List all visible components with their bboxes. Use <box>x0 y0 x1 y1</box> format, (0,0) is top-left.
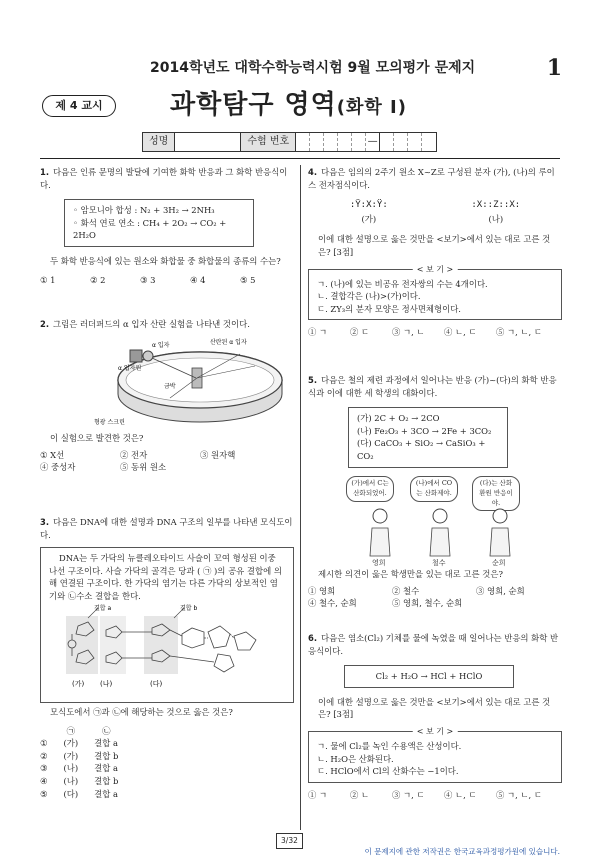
label-gold-foil: 금박 <box>164 383 176 390</box>
q1-number: 1. <box>40 167 50 177</box>
exam-number-digit[interactable] <box>408 133 422 151</box>
label-bond-b: 결합 b <box>180 605 198 612</box>
speech-bubble: (나)에서 CO는 산화제야. <box>410 476 458 502</box>
q2-option[interactable]: ③ 원자핵 <box>200 449 236 460</box>
q1-stem: 다음은 인류 문명의 발달에 기여한 화학 반응과 그 화학 반응식이다. <box>40 167 288 190</box>
q3-box-text: DNA는 두 가닥의 뉴클레오타이드 사슬이 꼬여 형성된 이중 나선 구조이다. 사슬 가닥의 골격은 당과 ( ㉠ )의 공유 결합에 의해 연결된 구조이다. 한 가닥의 염기는 다른 가닥의 상보적인 염기와 ㉡수소 결합을 한다. <box>49 553 282 602</box>
label-da: (다) <box>150 680 163 688</box>
exam-number-digit[interactable] <box>338 133 352 151</box>
label-alpha-source: α 입자원 <box>118 365 142 372</box>
label-bond-a: 결합 a <box>94 605 112 612</box>
exam-number-dash: — <box>366 133 380 151</box>
exam-number-digit[interactable] <box>352 133 366 151</box>
q2-option[interactable]: ④ 중성자 <box>40 462 76 473</box>
question-2 <box>40 318 294 331</box>
speech-bubble: (가)에서 C는 산화되었어. <box>346 476 394 502</box>
q4-option[interactable]: ① ㄱ <box>308 327 328 338</box>
q2-option[interactable]: ② 전자 <box>120 449 148 460</box>
q1-option[interactable]: ① 1 <box>40 274 56 285</box>
exam-number-digit[interactable] <box>324 133 338 151</box>
q2-option[interactable]: ⑤ 동위 원소 <box>120 462 167 473</box>
copyright-notice: 이 문제지에 관한 저작권은 한국교육과정평가원에 있습니다. <box>364 847 560 856</box>
label-na: (나) <box>100 680 113 688</box>
q6-bogi-item: ㄱ. 물에 Cl₂를 녹인 수용액은 산성이다. <box>317 741 462 752</box>
page-number: 1 <box>546 55 562 81</box>
q5-reaction: (다) CaCO₃ + SiO₂ → CaSiO₃ + CO₂ <box>357 438 486 462</box>
question-1 <box>40 166 294 286</box>
total-pages: 32 <box>288 836 298 845</box>
student-icon <box>430 509 450 556</box>
label-ga: (가) <box>72 680 85 688</box>
q6-option[interactable]: ② ㄴ <box>350 789 370 800</box>
q3-number: 3. <box>40 517 50 527</box>
q2-question: 이 실험으로 발견한 것은? <box>50 433 144 443</box>
student-icon <box>370 509 390 556</box>
q4-bogi-item: ㄱ. (나)에 있는 비공유 전자쌍의 수는 4개이다. <box>317 278 488 289</box>
lewis-label-na: (나) <box>488 213 504 224</box>
speech-bubble: (다)는 산화 환원 반응이야. <box>472 476 520 511</box>
q6-option[interactable]: ③ ㄱ, ㄷ <box>392 789 425 800</box>
label-alpha-particle: α 입자 <box>152 342 170 349</box>
name-field[interactable] <box>175 133 241 151</box>
q4-option[interactable]: ③ ㄱ, ㄴ <box>392 327 425 338</box>
label-scattered-alpha: 산란된 α 입자 <box>210 339 247 346</box>
q3-stem: 다음은 DNA에 대한 설명과 DNA 구조의 일부를 나타낸 모식도이다. <box>40 517 293 540</box>
q3-answer-row[interactable]: ① (가) 결합 a <box>40 738 118 749</box>
q4-bogi-box <box>308 264 562 321</box>
current-page: 3 <box>281 836 286 845</box>
session-badge: 제 4 교시 <box>42 95 116 117</box>
question-4 <box>308 166 562 339</box>
q6-bogi-title: < 보 기 > <box>413 726 458 738</box>
page-indicator: 3/32 <box>276 833 303 849</box>
q6-option[interactable]: ① ㄱ <box>308 789 328 800</box>
name-label: 성명 <box>143 133 175 151</box>
q2-stem: 그림은 러더퍼드의 α 입자 산란 실험을 나타낸 것이다. <box>53 319 250 329</box>
exam-number-digit[interactable] <box>394 133 408 151</box>
q5-number: 5. <box>308 375 318 385</box>
question-5-answers <box>308 568 562 610</box>
q4-number: 4. <box>308 167 318 177</box>
q4-question: 이에 대한 설명으로 옳은 것만을 <보기>에서 있는 대로 고른 것은? [3점] <box>318 234 551 257</box>
q4-lewis-structures <box>308 199 562 225</box>
q3-question: 모식도에서 ㉠과 ㉡에 해당하는 것으로 옳은 것은? <box>50 707 233 717</box>
q4-bogi-title: < 보 기 > <box>413 264 458 276</box>
q4-option[interactable]: ⑤ ㄱ, ㄴ, ㄷ <box>496 327 542 338</box>
q1-reaction-box <box>64 199 254 247</box>
q3-col-header: ㉠ <box>66 725 76 736</box>
q5-question: 제시한 의견이 옳은 학생만을 있는 대로 고른 것은? <box>318 569 503 579</box>
q1-options <box>40 274 294 287</box>
q1-reaction-1: ◦ 암모니아 합성 : N₂ + 3H₂ → 2NH₃ <box>73 205 215 216</box>
q6-options <box>308 789 562 802</box>
q4-bogi-item: ㄷ. ZY₃의 분자 모양은 정사면체형이다. <box>317 303 461 314</box>
exam-number-digit[interactable] <box>296 133 310 151</box>
q6-reaction: Cl₂ + H₂O → HCl + HClO <box>375 671 483 682</box>
q5-options <box>308 585 562 610</box>
q5-dialogue-figure <box>340 476 560 566</box>
q2-option[interactable]: ① X선 <box>40 449 65 460</box>
students-illustration <box>340 506 560 558</box>
q6-reaction-box <box>344 665 514 688</box>
q4-stem: 다음은 임의의 2주기 원소 X~Z로 구성된 분자 (가), (나)의 루이스 전자점식이다. <box>308 167 555 190</box>
q3-answer-row[interactable]: ③ (나) 결합 a <box>40 763 118 774</box>
exam-number-digit[interactable] <box>422 133 436 151</box>
question-3-answers <box>40 706 294 800</box>
q4-options <box>308 326 562 339</box>
q3-answer-table <box>40 725 126 801</box>
student-name: 영희 <box>372 559 386 567</box>
q6-question: 이에 대한 설명으로 옳은 것만을 <보기>에서 있는 대로 고른 것은? [3점] <box>318 696 551 720</box>
lewis-structure-ga: :Ÿ:X:Ÿ: <box>349 200 388 211</box>
q3-answer-row[interactable]: ② (가) 결합 b <box>40 750 119 761</box>
column-divider <box>300 165 301 830</box>
q5-option[interactable]: ② 철수 <box>392 585 420 596</box>
q1-option[interactable]: ⑤ 5 <box>240 274 256 285</box>
q6-stem: 다음은 염소(Cl₂) 기체를 물에 녹였을 때 일어나는 반응의 화학 반응식이다. <box>308 633 559 656</box>
dna-structure-figure <box>58 604 268 690</box>
q1-option[interactable]: ② 2 <box>90 274 106 285</box>
student-info-table <box>142 132 437 152</box>
q4-option[interactable]: ④ ㄴ, ㄷ <box>444 327 477 338</box>
exam-number-digit[interactable] <box>310 133 324 151</box>
q6-option[interactable]: ⑤ ㄱ, ㄴ, ㄷ <box>496 789 542 800</box>
exam-number-label: 수험 번호 <box>241 133 296 151</box>
q4-option[interactable]: ② ㄷ <box>350 327 370 338</box>
q2-number: 2. <box>40 319 50 329</box>
rutherford-experiment-figure <box>90 336 290 428</box>
subject-main: 과학탐구 영역 <box>170 90 337 120</box>
q5-reaction-box <box>348 407 508 467</box>
question-6 <box>308 632 562 801</box>
label-fluorescent-screen: 형광 스크린 <box>94 419 125 426</box>
student-icon <box>490 509 510 556</box>
header-divider <box>40 158 560 159</box>
q6-bogi-box <box>308 727 562 783</box>
subject-title <box>170 86 407 125</box>
q6-option[interactable]: ④ ㄴ, ㄷ <box>444 789 477 800</box>
q5-option[interactable]: ④ 철수, 순희 <box>308 598 357 609</box>
q3-answer-row[interactable]: ④ (나) 결합 b <box>40 776 119 787</box>
q1-option[interactable]: ④ 4 <box>190 274 206 285</box>
q6-bogi-item: ㄴ. H₂O은 산화된다. <box>317 753 394 764</box>
student-name: 철수 <box>432 559 446 567</box>
question-5 <box>308 374 562 468</box>
lewis-label-ga: (가) <box>361 213 377 224</box>
q5-option[interactable]: ① 영희 <box>308 585 336 596</box>
lewis-structure-na: :X::Z::X: <box>471 200 521 211</box>
q5-reaction: (가) 2C + O₂ → 2CO <box>357 413 440 424</box>
student-name: 순희 <box>492 559 506 567</box>
q1-option[interactable]: ③ 3 <box>140 274 156 285</box>
q1-reaction-2: ◦ 화석 연료 연소 : CH₄ + 2O₂ → CO₂ + 2H₂O <box>73 217 227 241</box>
q5-stem: 다음은 철의 제련 과정에서 일어나는 반응 (가)~(다)의 화학 반응식과 이에 대한 세 학생의 대화이다. <box>308 375 557 398</box>
q6-number: 6. <box>308 633 318 643</box>
q1-question: 두 화학 반응식에 있는 원소와 화합물 중 화합물의 종류의 수는? <box>50 256 281 267</box>
q2-options <box>40 449 294 474</box>
exam-number-digit[interactable] <box>380 133 394 151</box>
exam-title: 2014학년도 대학수학능력시험 9월 모의평가 문제지 <box>150 60 476 76</box>
q5-option[interactable]: ⑤ 영희, 철수, 순희 <box>392 598 463 609</box>
subject-sub: (화학 I) <box>336 97 407 118</box>
q3-answer-row[interactable]: ⑤ (다) 결합 a <box>40 788 118 799</box>
question-2-answers <box>40 432 294 474</box>
q5-option[interactable]: ③ 영희, 순희 <box>476 585 525 596</box>
q5-reaction: (나) Fe₂O₃ + 3CO → 2Fe + 3CO₂ <box>357 425 492 436</box>
q6-bogi-item: ㄷ. HClO에서 Cl의 산화수는 −1이다. <box>317 766 459 777</box>
q4-bogi-item: ㄴ. 결합각은 (나)>(가)이다. <box>317 291 421 302</box>
q3-col-header: ㉡ <box>102 725 111 736</box>
